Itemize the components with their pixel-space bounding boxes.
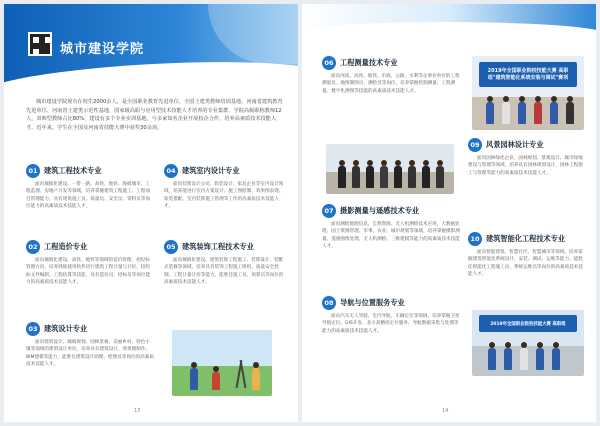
group-photo <box>326 144 454 194</box>
major-title: 建筑工程技术专业 <box>44 166 102 175</box>
major-number-badge: 09 <box>468 138 482 152</box>
major-item <box>322 296 460 335</box>
major-title: 风景园林设计专业 <box>486 140 544 149</box>
qr-code-icon <box>28 32 52 56</box>
major-title: 建筑装饰工程技术专业 <box>182 242 254 251</box>
major-item <box>26 240 154 286</box>
major-title: 工程造价专业 <box>44 242 88 251</box>
major-description: 面向园林绿化企业、园林规划、景观设计、城市绿地建设与管理等领域，培养具有园林规划设计、园林工程施工与管理等能力的高素质技术技能人才。 <box>468 156 583 176</box>
major-description: 面向城镇化建设、一带一路、高铁、地铁、海绵城市、工程监理、房地产开发等领域，培养掌握建筑工程施工、工程项目管理能力，具有建筑施工员、质量员、安全员、资料员等岗位能力的高素质技术技能人才。 <box>26 182 151 209</box>
page-number: 14 <box>442 408 449 414</box>
major-title: 建筑室内设计专业 <box>182 166 240 175</box>
major-description: 面向汽车无人驾驶、室内导航、车辆定位等领域，培养掌握卫星导航定位、GIS开发、北斗高精度定位服务、导航数据采集与处理等能力的高素质技术技能人才。 <box>322 314 460 334</box>
major-number-badge: 08 <box>322 296 336 310</box>
left-page <box>4 4 298 422</box>
competition-photo <box>472 56 584 130</box>
major-item <box>26 164 154 210</box>
major-item <box>322 56 460 95</box>
major-number-badge: 01 <box>26 164 40 178</box>
major-number-badge: 04 <box>164 164 178 178</box>
major-title: 建筑设计专业 <box>44 324 88 333</box>
major-title: 摄影测量与遥感技术专业 <box>340 206 420 215</box>
major-number-badge: 05 <box>164 240 178 254</box>
major-description: 面向河南、高铁、地铁、市政、公路、水利等企事业单位的工程测量员、地图制图员、测绘员等岗位，培养掌握控制测量、工程测量、数字化测图等技能的高素质技术技能人才。 <box>322 74 460 94</box>
major-item <box>322 204 460 250</box>
major-number-badge: 10 <box>468 232 482 246</box>
college-title: 城市建设学院 <box>60 42 145 57</box>
major-item <box>468 138 586 177</box>
major-description: 面向智能建筑、智慧社区、智慧城市等领域，培养掌握建筑智能化系统设计、安装、调试、运维等能力，能胜任智能化工程施工员、系统运维员等岗位的高素质技术技能人才。 <box>468 250 583 277</box>
award-photo <box>472 310 584 376</box>
major-description: 面向测绘地理信息、自然资源、无人机测绘技术应用、大数据处理、国土资源管理、军事、农业、城市规划等领域，培养掌握摄影测量、遥感图像处理、无人机测绘、三维建模等能力的高素质技术技能人才。 <box>322 222 460 249</box>
major-description: 面向城镇化建设、建筑装饰工程施工、装饰设计、装配式装修等领域，培养具有装饰工程施工组织、质量安全控制、工程计量计价等能力，能胜任施工员、预算员等岗位的高素质技术技能人才。 <box>164 258 284 285</box>
major-title: 建筑智能化工程技术专业 <box>486 234 566 243</box>
major-item <box>164 240 284 286</box>
header-wave <box>302 22 596 46</box>
competition-banner: 2019年全国职业院校技能大赛 高职组"建筑智能化系统安装与调试"赛项 <box>479 62 578 87</box>
major-description: 面向装饰设计公司、软装设计、家具企业等室内设计领域，培养能进行室内方案设计、施工图绘制、效果图表现、软装搭配、室内装饰施工管理等工作的高素质技术技能人才。 <box>164 182 284 209</box>
major-item <box>468 232 586 278</box>
major-item <box>164 164 284 210</box>
surveying-students-photo <box>172 330 272 396</box>
major-description: 面向城镇化建设、高铁、地铁等领域的造价管理、招投标管理方向，培养熟练使用软件进行建筑工程计量与计价、招投标文件编制、工程结算等技能，具有造价员、招标员等岗位能力的高素质技术技能人才。 <box>26 258 151 285</box>
right-page <box>302 4 596 422</box>
major-title: 工程测量技术专业 <box>340 58 398 67</box>
major-title: 导航与位置服务专业 <box>340 298 405 307</box>
major-item <box>26 322 154 368</box>
major-description: 面向建筑设计、城镇规划、园林景观、美丽乡村、特色小镇等领域的建筑设计单位，培养具有建筑设计、效果图制作、BIM建模等能力，能胜任建筑设计助理、绘图员等岗位的高素质技术技能人才。 <box>26 340 154 367</box>
major-number-badge: 02 <box>26 240 40 254</box>
major-number-badge: 06 <box>322 56 336 70</box>
major-number-badge: 07 <box>322 204 336 218</box>
competition-banner: 2019年全国职业院校技能大赛 高职组 <box>479 315 578 332</box>
major-number-badge: 03 <box>26 322 40 336</box>
page-number: 13 <box>134 408 141 414</box>
college-intro: 城市建设学院现有在校生2000余人，是全国职业教育先进单位、全国土建类教师培训基地、河南省建筑教育先进单位、河南省土建类示范性基地、国家级高职与应用型技术技能人才培养的专业集群。学院高级职称教师12人，双师型教师占比80%，建设有多个专业实训基地，与多家知名企业开展校企合作，培养高素质技术技能人才。近年来，学生在全国及河南省技能大赛中获奖30余项。 <box>26 99 283 131</box>
